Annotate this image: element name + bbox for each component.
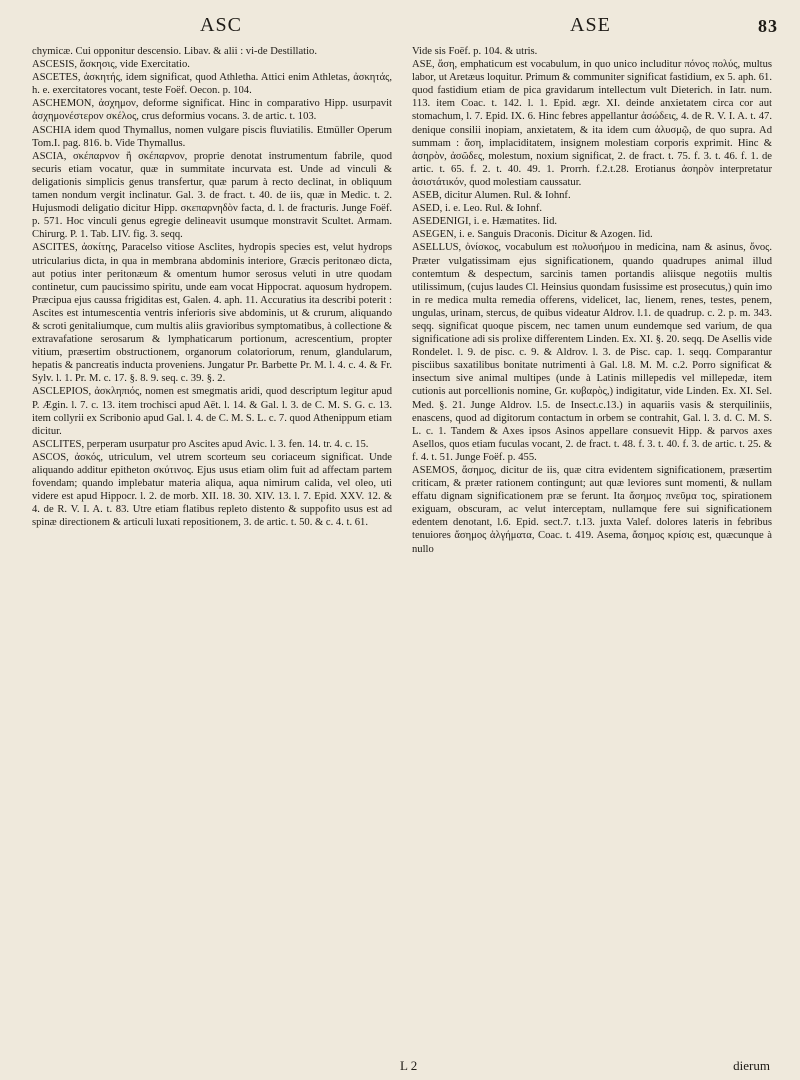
entry: ASE, ἄση, emphaticum est vocabulum, in quo unico includitur πόνος πολύς, multus labor, ut Aretæus loquitur. Primum & communiter significat fastidium, ex 5. aph. 61. quod fastidium etiam de pica gravidarum intellectum vult Dieterich. in Iatr. num. 113. item Coac. t. 142. l. 1. Epid. ægr. XI. deinde anxietatem circa cor aut stomachum, l. 7. Epid. IX. 6. Hinc febres appellantur ἀσώδεις, 4. de R. V. I. A. t. 47. denique consilii inopiam, anxietatem, & ita idem cum ἀλυσμῷ, de quo supra. Ad summam : ἄση, implaciditatem, insignem molestiam corporis exprimit. Hinc & ἀσηρὸν, ἀσῶδες, molestum, noxium significat, 2. de fract. t. 75. f. 3. t. 46. f. 1. de artic. t. 65. f. 2. t. 40. 49. 1. Prorrh. f.2.t.28. Erotianus ἀσηρὸν interpretatur ἀσιστάτικόν, quod molestiam caussatur.: [412, 59, 772, 188]
right-column: [412, 45, 772, 556]
entry: ASCLITES, perperam usurpatur pro Ascites apud Avic. l. 3. fen. 14. tr. 4. c. 15.: [32, 438, 369, 450]
entry: ASCHIA idem quod Thymallus, nomen vulgare piscis fluviatilis. Etmüller Operum Tom.I. pag. 816. b. Vide Thymallus.: [32, 124, 392, 149]
entry: ASED, i. e. Leo. Rul. & Iohnf.: [412, 203, 543, 215]
entry: ASCITES, ἀσκίτης, Paracelso vitiose Asclites, hydropis species est, velut hydrops utricularius dicta, in qua in membrana abdominis interiore, Græcis peritonæo dicta, aut potius inter peritonæum & omentum humor serosus veluti in utre quodam continetur, cum paucissimo spiritu, unde eam vocat Hippocrat. aquosum hydropem. Præcipua ejus caussa frigiditas est, Galen. 4. aph. 11. Accuratius ita describi poterit : Ascites est intumescentia ventris inferioris sive abdominis, ut & crurum, aliquando & scroti genitaliumque, cum multis aliis gravioribus symptomatibus, à collectione & extravafatione serosarum & lymphaticarum portionum, acrescentium, propter vitium, præsertim obstructionem, organorum colatoriorum, renum, glandularum, hepatis & pancreatis inducta proveniens. Jungatur Pr. Barbette Pr. M. l. 4. c. 4. & Fr. Sylv. l. 1. Pr. M. c. 17. §. 8. 9. seq. c. 39. §. 2.: [32, 242, 392, 385]
entry: ASELLUS, ὀνίσκος, vocabulum est πολυσήμου in medicina, nam & asinus, ὄνος. Præter vulgatissimam ejus significationem, quando quadrupes animal illud contemtum & despectum, sarcinis tamen portandis aliisque negotiis multis utilissimum, (cujus laudes Cl. Heinsius quondam fusissime est prosecutus,) quin imo in re medica multa remedia offerens, videlicet, lac, lienem, renes, testes, penem, ungulas, urinam, stercus, de quibus videatur Aldrov. l.1. de quadrup. c. 2. p. m. 343. seqq. significat quoque piscem, nec tamen unum eundemque sed varium, de qua significatione adi sis prolixe differentem Linden. Ex. XI. §. 20. seqq. De Asellis vide Rondelet. l. 9. de pisc. c. 9. & Aldrov. l. 3. de Pisc. cap. 1. seqq. Comparantur pisciibus saxatilibus bonitate nutrimenti à Gal. l.8. M. M. c.2. Porro significat & insectum sive animal multipes (unde à Latinis millepedis vel millepedæ, item cutionis aut porcellionis nomine, Gr. κυβαρὸς,) indigitatur, vide Linden. Ex. XI. Sel. Med. §. 21. Junge Aldrov. l.5. de Insect.c.13.) in aquariis vasis & sterquiliniis, enascens, quod ad digitorum contactum in orbem se contrahit, Gal. l. 3. d. C. M. S. L. c. 1. Tandem & Axes ipsos Asinos appellare consuevit Hipp. & parvos axes Asellos, quos etiam fuculas vocant, 2. de fract. t. 48. f. 3. t. 40. f. 3. de artic. t. 25. & f. 4. t. 51. Junge Foëf. p. 455.: [412, 242, 772, 463]
entry: ASCLEPIOS, ἀσκληπιός, nomen est smegmatis aridi, quod descriptum legitur apud P. Ægin. l. 7. c. 13. item trochisci apud Aët. l. 14. & Gal. l. 3. de C. M. S. G. c. 13. item collyrii ex Scribonio apud Gal. l. 4. de C. M. S. L. c. 7. quod Athenippum etiam dicitur.: [32, 386, 392, 437]
entry: ASEDENIGI, i. e. Hæmatites. Iid.: [412, 216, 558, 228]
running-head: [32, 8, 778, 48]
catchword: dierum: [733, 1058, 770, 1073]
left-column: [32, 45, 392, 556]
entry: ASEB, dicitur Alumen. Rul. & Iohnf.: [412, 190, 571, 202]
entry: ASCESIS, ἄσκησις, vide Exercitatio.: [32, 59, 190, 71]
left-running-head: ASC: [200, 14, 242, 36]
entry: ASCHEMON, ἀσχημον, deforme significat. Hinc in comparativo Hipp. usurpavit ἀσχημονέστερον σκέλος, crus deformius vocans. 3. de artic. t. 103.: [32, 98, 392, 123]
page-number: 83: [758, 16, 778, 36]
signature-mark: L 2: [400, 1058, 418, 1073]
entry: ASCOS, ἀσκός, utriculum, vel utrem scorteum seu coriaceum significat. Unde aliquando additur epitheton σκύτινος. Ejus usus etiam olim fuit ad affectam partem fovendam; quando implebatur materia aliqua, aqua nimirum calida, vel oleo, uti videre est apud Hippocr. l. 2. de morb. XII. 18. 30. XIV. 13. l. 7. Epid. XXV. 12. & 4. de R. V. I. A. t. 83. Utre etiam flatibus repleto distento & suppofito usus est ad spinæ directionem & articuli luxati repositionem, 3. de artic. t. 50. & c. 4. t. 61.: [32, 451, 392, 529]
right-running-head: ASE: [570, 14, 611, 36]
page-footer: [400, 1058, 770, 1074]
entry: ASCETES, ἀσκητής, idem significat, quod Athletha. Attici enim Athletas, ἀσκητάς, h. e. exercitatores vocant, teste Foëf. Oecon. p. 104.: [32, 72, 392, 97]
entry: chymicæ. Cui opponitur descensio. Libav. & alii : vi-de Destillatio.: [32, 46, 318, 57]
entry: ASEGEN, i. e. Sanguis Draconis. Dicitur & Azogen. Iid.: [412, 229, 653, 241]
entry: ASCIA, σκέπαρνον ἢ σκέπαρνον, proprie denotat instrumentum fabrile, quod securis etiam vocatur, quæ in summitate incurvata est. Unde ad vinculi & deligationis simplicis genus transfertur, quæ parum à recto declinat, in obliquum tamen nondum vergit inclinatur. Gal. 3. de fract. t. 40. de iis, quæ in Medic. t. 2. Hujusmodi deligatio dicitur Hipp. σκεπαρνηδὸν facta, d. l. de fracturis. Junge Foëf. p. 571. Hoc vinculi genus egregie delineavit usumque monstravit Scultet. Armam. Chirurg. P. 1. Tab. LIV. fig. 3. seqq.: [32, 150, 392, 241]
entry: Vide sis Foëf. p. 104. & utris.: [412, 46, 538, 57]
entry: ASEMOS, ἄσημος, dicitur de iis, quæ citra evidentem significationem, præsertim criticam, & præter rationem contingunt; aut quæ leviores sunt momenti, & nullam effatu dignam significationem præ se ferunt. Ita ἄσημος πνεῦμα τος, spirationem exiguam, obscuram, ac velut interceptam, nullamque fere sui significationem edentem denotant, l.6. Epid. sect.7. t.13. juxta Valef. dolores lateris in febribus tenuiores ἄσημος ἀλγήματα, Coac. t. 419. Asema, ἄσημος κρίσις est, quæcunque à nullo: [412, 465, 772, 555]
text-columns: [32, 45, 778, 556]
